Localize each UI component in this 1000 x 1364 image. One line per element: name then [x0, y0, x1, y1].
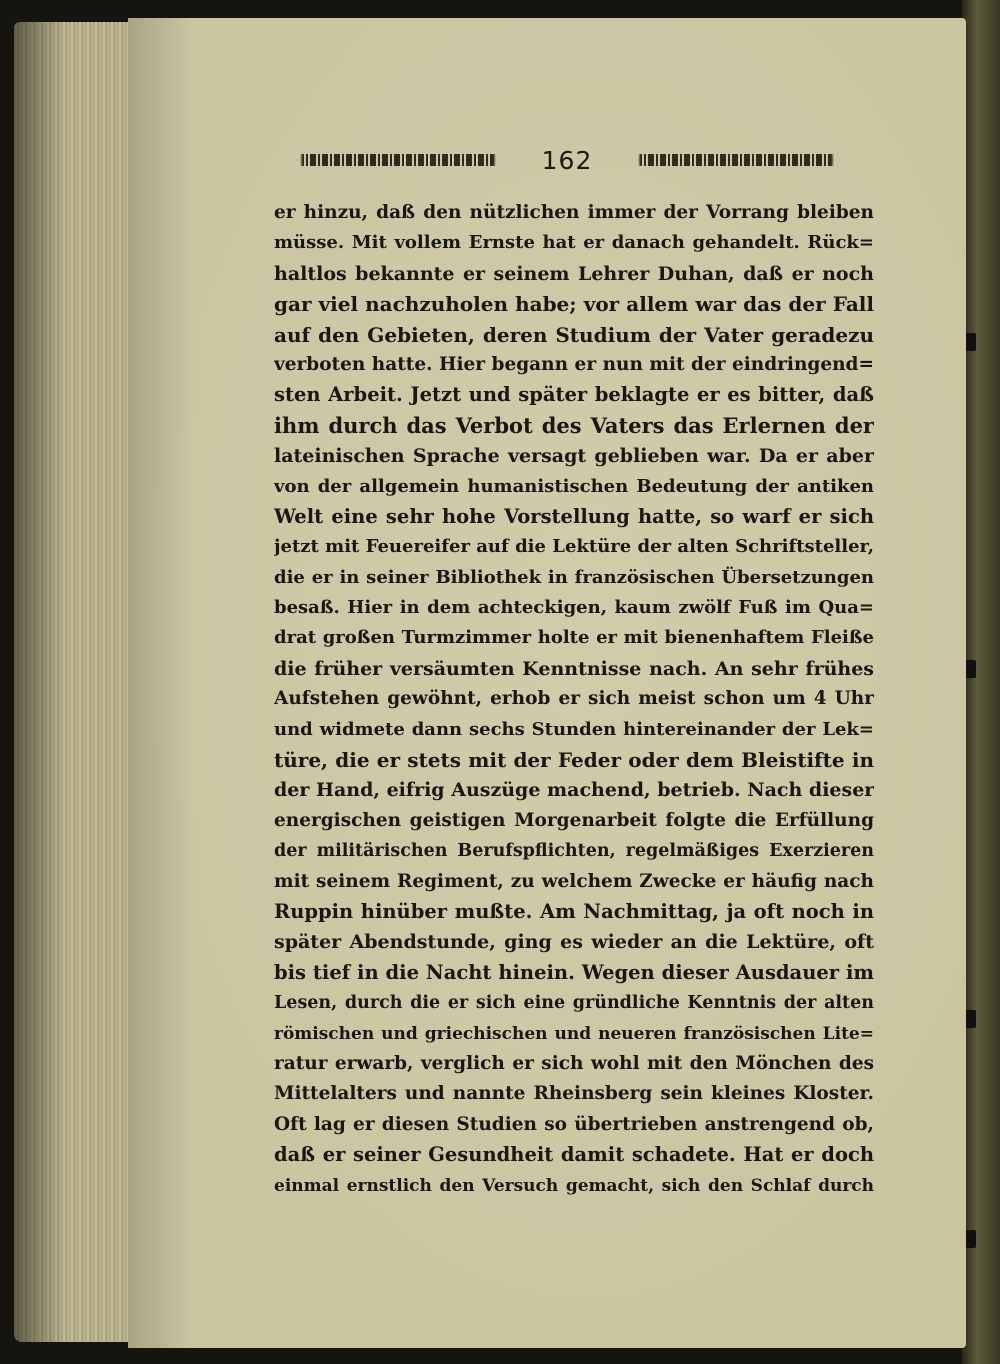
text-line: sten Arbeit. Jetzt und später beklagte er es bitter, daß — [274, 383, 874, 407]
text-line: der Hand, eifrig Auszüge machend, betrieb. Nach dieser — [274, 779, 874, 802]
text-line: er hinzu, daß den nützlichen immer der Vorrang bleiben — [274, 202, 874, 223]
text-line: lateinischen Sprache versagt geblieben war. Da er aber — [274, 445, 874, 468]
text-line: mit seinem Regiment, zu welchem Zwecke er häufig nach — [274, 870, 874, 892]
text-line: auf den Gebieten, deren Studium der Vater geradezu — [274, 322, 874, 347]
text-line: die er in seiner Bibliothek in französischen Übersetzungen — [274, 566, 874, 588]
text-line: gar viel nachzuholen habe; vor allem war das der Fall — [274, 292, 874, 317]
text-line: Welt eine sehr hohe Vorstellung hatte, so warf er sich — [274, 504, 874, 528]
page-number: 162 — [541, 145, 593, 175]
text-line: später Abendstunde, ging es wieder an die Lektüre, oft — [274, 931, 874, 954]
text-line: bis tief in die Nacht hinein. Wegen dieser Ausdauer im — [274, 960, 874, 984]
text-line: Ruppin hinüber mußte. Am Nachmittag, ja oft noch in — [274, 899, 874, 923]
text-line: der militärischen Berufspflichten, regelmäßiges Exerzieren — [274, 841, 874, 862]
text-line: Mittelalters und nannte Rheinsberg sein kleines Kloster. — [274, 1083, 874, 1105]
text-line: römischen und griechischen und neueren französischen Lite= — [274, 1023, 874, 1044]
text-line: drat großen Turmzimmer holte er mit bienenhaftem Fleiße — [274, 627, 874, 649]
text-line: besaß. Hier in dem achteckigen, kaum zwölf Fuß im Qua= — [274, 597, 874, 619]
text-line: jetzt mit Feuereifer auf die Lektüre der alten Schriftsteller, — [274, 536, 874, 558]
text-line: Aufstehen gewöhnt, erhob er sich meist schon um 4 Uhr — [274, 688, 874, 710]
text-line: haltlos bekannte er seinem Lehrer Duhan, daß er noch — [274, 262, 874, 285]
text-line: ratur erwarb, verglich er sich wohl mit den Mönchen des — [274, 1052, 874, 1074]
page-edges-shadow — [14, 22, 144, 1342]
text-line: müsse. Mit vollem Ernste hat er danach gehandelt. Rück= — [274, 232, 874, 254]
body-text — [274, 198, 874, 1201]
page-header — [262, 143, 872, 177]
text-line: verboten hatte. Hier begann er nun mit der eindringend= — [274, 353, 874, 375]
text-line: einmal ernstlich den Versuch gemacht, sich den Schlaf durch — [274, 1175, 874, 1196]
text-line: türe, die er stets mit der Feder oder dem Bleistifte in — [274, 748, 874, 773]
text-line: Oft lag er diesen Studien so übertrieben anstrengend ob, — [274, 1113, 874, 1135]
text-line: energischen geistigen Morgenarbeit folgte die Erfüllung — [274, 809, 874, 831]
header-ornament-left — [262, 154, 534, 166]
binding-strip — [962, 0, 1000, 1364]
text-line: Lesen, durch die er sich eine gründliche Kenntnis der alten — [274, 993, 874, 1014]
text-line: die früher versäumten Kenntnisse nach. An sehr frühes — [274, 657, 874, 680]
text-line: daß er seiner Gesundheit damit schadete. Hat er doch — [274, 1143, 874, 1167]
text-line: ihm durch das Verbot des Vaters das Erlernen der — [274, 412, 874, 438]
text-line: von der allgemein humanistischen Bedeutung der antiken — [274, 475, 874, 497]
text-line: und widmete dann sechs Stunden hintereinander der Lek= — [274, 718, 874, 740]
header-ornament-right — [600, 154, 872, 166]
